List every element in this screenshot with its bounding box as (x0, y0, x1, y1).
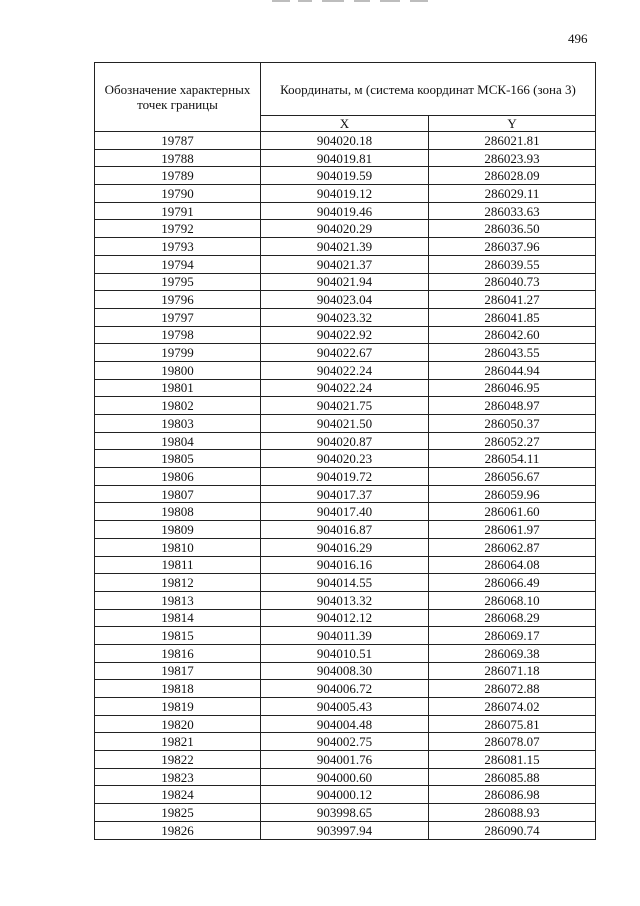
point-id-cell: 19799 (95, 344, 261, 362)
x-coordinate-cell: 904021.75 (261, 397, 429, 415)
y-coordinate-cell: 286042.60 (429, 326, 596, 344)
table-row (95, 132, 596, 150)
y-coordinate-cell: 286054.11 (429, 450, 596, 468)
point-id-cell: 19826 (95, 821, 261, 839)
point-id-cell: 19817 (95, 662, 261, 680)
header-x: X (261, 116, 429, 132)
x-coordinate-cell: 904021.37 (261, 255, 429, 273)
x-coordinate-cell: 904017.37 (261, 485, 429, 503)
y-coordinate-cell: 286046.95 (429, 379, 596, 397)
y-coordinate-cell: 286029.11 (429, 185, 596, 203)
x-coordinate-cell: 904019.12 (261, 185, 429, 203)
point-id-cell: 19818 (95, 680, 261, 698)
point-id-cell: 19813 (95, 591, 261, 609)
x-coordinate-cell: 904020.23 (261, 450, 429, 468)
y-coordinate-cell: 286037.96 (429, 238, 596, 256)
x-coordinate-cell: 904019.72 (261, 468, 429, 486)
point-id-cell: 19800 (95, 361, 261, 379)
point-id-cell: 19823 (95, 768, 261, 786)
x-coordinate-cell: 904022.92 (261, 326, 429, 344)
x-coordinate-cell: 904004.48 (261, 715, 429, 733)
header-designation: Обозначение характерных точек границы (95, 63, 261, 132)
point-id-cell: 19807 (95, 485, 261, 503)
x-coordinate-cell: 904017.40 (261, 503, 429, 521)
point-id-cell: 19792 (95, 220, 261, 238)
x-coordinate-cell: 904016.29 (261, 538, 429, 556)
header-y: Y (429, 116, 596, 132)
point-id-cell: 19787 (95, 132, 261, 150)
table-row (95, 751, 596, 769)
y-coordinate-cell: 286033.63 (429, 202, 596, 220)
table-row (95, 609, 596, 627)
x-coordinate-cell: 904023.04 (261, 291, 429, 309)
table-row (95, 255, 596, 273)
point-id-cell: 19806 (95, 468, 261, 486)
point-id-cell: 19815 (95, 627, 261, 645)
x-coordinate-cell: 903997.94 (261, 821, 429, 839)
table-row (95, 556, 596, 574)
table-row (95, 185, 596, 203)
y-coordinate-cell: 286052.27 (429, 432, 596, 450)
table-row (95, 468, 596, 486)
x-coordinate-cell: 904010.51 (261, 644, 429, 662)
y-coordinate-cell: 286061.97 (429, 521, 596, 539)
y-coordinate-cell: 286061.60 (429, 503, 596, 521)
table-row (95, 715, 596, 733)
point-id-cell: 19788 (95, 149, 261, 167)
table-row (95, 821, 596, 839)
x-coordinate-cell: 904008.30 (261, 662, 429, 680)
point-id-cell: 19791 (95, 202, 261, 220)
point-id-cell: 19810 (95, 538, 261, 556)
x-coordinate-cell: 904014.55 (261, 574, 429, 592)
y-coordinate-cell: 286088.93 (429, 804, 596, 822)
x-coordinate-cell: 904012.12 (261, 609, 429, 627)
table-row (95, 308, 596, 326)
point-id-cell: 19797 (95, 308, 261, 326)
y-coordinate-cell: 286040.73 (429, 273, 596, 291)
table-row (95, 220, 596, 238)
x-coordinate-cell: 903998.65 (261, 804, 429, 822)
table-row (95, 804, 596, 822)
y-coordinate-cell: 286069.17 (429, 627, 596, 645)
x-coordinate-cell: 904020.18 (261, 132, 429, 150)
x-coordinate-cell: 904021.39 (261, 238, 429, 256)
point-id-cell: 19803 (95, 415, 261, 433)
x-coordinate-cell: 904005.43 (261, 698, 429, 716)
y-coordinate-cell: 286068.10 (429, 591, 596, 609)
x-coordinate-cell: 904020.87 (261, 432, 429, 450)
y-coordinate-cell: 286075.81 (429, 715, 596, 733)
x-coordinate-cell: 904016.87 (261, 521, 429, 539)
point-id-cell: 19809 (95, 521, 261, 539)
y-coordinate-cell: 286066.49 (429, 574, 596, 592)
y-coordinate-cell: 286074.02 (429, 698, 596, 716)
point-id-cell: 19804 (95, 432, 261, 450)
y-coordinate-cell: 286039.55 (429, 255, 596, 273)
y-coordinate-cell: 286021.81 (429, 132, 596, 150)
x-coordinate-cell: 904020.29 (261, 220, 429, 238)
table-row (95, 167, 596, 185)
y-coordinate-cell: 286041.27 (429, 291, 596, 309)
point-id-cell: 19812 (95, 574, 261, 592)
table-row (95, 485, 596, 503)
x-coordinate-cell: 904022.67 (261, 344, 429, 362)
y-coordinate-cell: 286041.85 (429, 308, 596, 326)
x-coordinate-cell: 904011.39 (261, 627, 429, 645)
x-coordinate-cell: 904019.81 (261, 149, 429, 167)
table-row (95, 432, 596, 450)
page-number: 496 (568, 31, 588, 46)
point-id-cell: 19793 (95, 238, 261, 256)
y-coordinate-cell: 286043.55 (429, 344, 596, 362)
y-coordinate-cell: 286085.88 (429, 768, 596, 786)
y-coordinate-cell: 286064.08 (429, 556, 596, 574)
table-row (95, 361, 596, 379)
point-id-cell: 19808 (95, 503, 261, 521)
y-coordinate-cell: 286028.09 (429, 167, 596, 185)
point-id-cell: 19790 (95, 185, 261, 203)
scan-artifact-marks (272, 0, 432, 3)
x-coordinate-cell: 904013.32 (261, 591, 429, 609)
x-coordinate-cell: 904002.75 (261, 733, 429, 751)
point-id-cell: 19811 (95, 556, 261, 574)
table-row (95, 698, 596, 716)
table-row (95, 397, 596, 415)
x-coordinate-cell: 904021.94 (261, 273, 429, 291)
point-id-cell: 19814 (95, 609, 261, 627)
table-row (95, 627, 596, 645)
point-id-cell: 19819 (95, 698, 261, 716)
table-row (95, 415, 596, 433)
table-row (95, 344, 596, 362)
table-row (95, 538, 596, 556)
y-coordinate-cell: 286072.88 (429, 680, 596, 698)
point-id-cell: 19821 (95, 733, 261, 751)
point-id-cell: 19794 (95, 255, 261, 273)
x-coordinate-cell: 904019.59 (261, 167, 429, 185)
x-coordinate-cell: 904023.32 (261, 308, 429, 326)
x-coordinate-cell: 904006.72 (261, 680, 429, 698)
table-row (95, 291, 596, 309)
point-id-cell: 19795 (95, 273, 261, 291)
y-coordinate-cell: 286056.67 (429, 468, 596, 486)
y-coordinate-cell: 286086.98 (429, 786, 596, 804)
y-coordinate-cell: 286048.97 (429, 397, 596, 415)
y-coordinate-cell: 286036.50 (429, 220, 596, 238)
point-id-cell: 19802 (95, 397, 261, 415)
y-coordinate-cell: 286068.29 (429, 609, 596, 627)
table-row (95, 786, 596, 804)
x-coordinate-cell: 904016.16 (261, 556, 429, 574)
coordinates-table (94, 62, 596, 840)
table-row (95, 662, 596, 680)
point-id-cell: 19805 (95, 450, 261, 468)
y-coordinate-cell: 286050.37 (429, 415, 596, 433)
x-coordinate-cell: 904000.60 (261, 768, 429, 786)
table-row (95, 450, 596, 468)
table-row (95, 503, 596, 521)
table-body (95, 132, 596, 840)
table-row (95, 591, 596, 609)
table-row (95, 149, 596, 167)
y-coordinate-cell: 286023.93 (429, 149, 596, 167)
point-id-cell: 19798 (95, 326, 261, 344)
point-id-cell: 19824 (95, 786, 261, 804)
table-row (95, 521, 596, 539)
table-row (95, 768, 596, 786)
table-row (95, 733, 596, 751)
point-id-cell: 19822 (95, 751, 261, 769)
x-coordinate-cell: 904021.50 (261, 415, 429, 433)
point-id-cell: 19801 (95, 379, 261, 397)
table-row (95, 644, 596, 662)
table-row (95, 326, 596, 344)
y-coordinate-cell: 286044.94 (429, 361, 596, 379)
point-id-cell: 19825 (95, 804, 261, 822)
y-coordinate-cell: 286062.87 (429, 538, 596, 556)
table-row (95, 238, 596, 256)
header-coordinates: Координаты, м (система координат МСК-166 (зона 3) (261, 63, 596, 116)
table-row (95, 574, 596, 592)
x-coordinate-cell: 904019.46 (261, 202, 429, 220)
point-id-cell: 19789 (95, 167, 261, 185)
y-coordinate-cell: 286081.15 (429, 751, 596, 769)
point-id-cell: 19816 (95, 644, 261, 662)
y-coordinate-cell: 286078.07 (429, 733, 596, 751)
point-id-cell: 19820 (95, 715, 261, 733)
x-coordinate-cell: 904001.76 (261, 751, 429, 769)
y-coordinate-cell: 286090.74 (429, 821, 596, 839)
x-coordinate-cell: 904022.24 (261, 379, 429, 397)
table-row (95, 273, 596, 291)
x-coordinate-cell: 904022.24 (261, 361, 429, 379)
table-row (95, 680, 596, 698)
table-row (95, 202, 596, 220)
table-row (95, 379, 596, 397)
y-coordinate-cell: 286069.38 (429, 644, 596, 662)
point-id-cell: 19796 (95, 291, 261, 309)
y-coordinate-cell: 286059.96 (429, 485, 596, 503)
x-coordinate-cell: 904000.12 (261, 786, 429, 804)
y-coordinate-cell: 286071.18 (429, 662, 596, 680)
